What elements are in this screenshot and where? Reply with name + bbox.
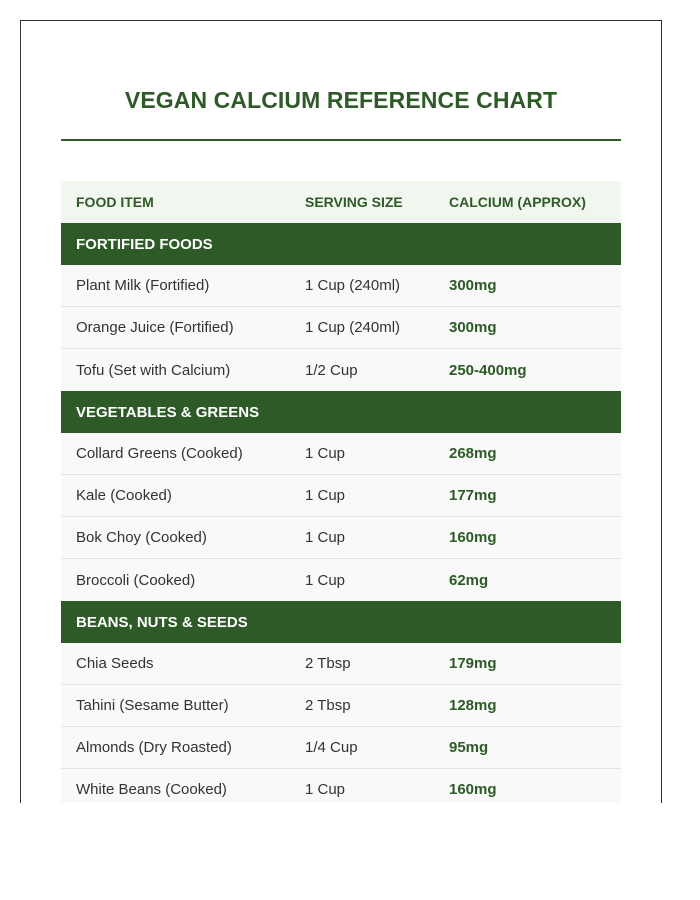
serving-size: 2 Tbsp: [305, 655, 351, 672]
calcium-table: [61, 181, 621, 803]
food-name: Bok Choy (Cooked): [76, 529, 207, 546]
serving-size: 1 Cup (240ml): [305, 277, 401, 294]
calcium-amount: 95mg: [449, 739, 489, 756]
food-name: Chia Seeds: [76, 655, 154, 672]
column-header-calcium: CALCIUM (APPROX): [449, 194, 586, 210]
serving-size: 1 Cup: [305, 781, 346, 798]
calcium-amount: 177mg: [449, 487, 497, 504]
serving-size: 1 Cup: [305, 571, 346, 589]
calcium-amount: 62mg: [449, 571, 489, 589]
category-row-vegetables-greens: [61, 391, 621, 433]
food-name: Tahini (Sesame Butter): [76, 697, 229, 714]
category-label: BEANS, NUTS & SEEDS: [76, 613, 248, 631]
calcium-amount: 179mg: [449, 655, 497, 672]
serving-size: 1 Cup: [305, 445, 346, 462]
table-row: [61, 643, 621, 685]
document-page: [20, 20, 662, 803]
calcium-amount: 160mg: [449, 529, 497, 546]
table-row: [61, 769, 621, 803]
table-row: [61, 517, 621, 559]
category-row-fortified-foods: [61, 223, 621, 265]
page-title: VEGAN CALCIUM REFERENCE CHART: [124, 87, 558, 113]
serving-size: 1/4 Cup: [305, 739, 358, 756]
table-row: [61, 265, 621, 307]
food-name: Almonds (Dry Roasted): [76, 739, 232, 756]
table-row: [61, 727, 621, 769]
calcium-amount: 300mg: [449, 277, 497, 294]
food-name: Kale (Cooked): [76, 487, 172, 504]
table-row: [61, 349, 621, 391]
table-row: [61, 559, 621, 601]
table-row: [61, 433, 621, 475]
calcium-amount: 160mg: [449, 781, 497, 798]
calcium-amount: 128mg: [449, 697, 497, 714]
serving-size: 1 Cup: [305, 487, 346, 504]
title-divider: [61, 139, 621, 141]
serving-size: 1 Cup (240ml): [305, 319, 401, 336]
serving-size: 2 Tbsp: [305, 697, 351, 714]
table-row: [61, 475, 621, 517]
food-name: Plant Milk (Fortified): [76, 277, 210, 294]
column-header-serving: SERVING SIZE: [305, 194, 403, 210]
calcium-amount: 250-400mg: [449, 361, 527, 379]
category-row-beans-nuts-seeds: [61, 601, 621, 643]
calcium-amount: 268mg: [449, 445, 497, 462]
food-name: Tofu (Set with Calcium): [76, 361, 231, 379]
table-header-row: [61, 181, 621, 223]
calcium-amount: 300mg: [449, 319, 497, 336]
category-label: FORTIFIED FOODS: [76, 235, 213, 253]
table-row: [61, 307, 621, 349]
food-name: Collard Greens (Cooked): [76, 445, 243, 462]
serving-size: 1/2 Cup: [305, 361, 358, 379]
column-header-food: FOOD ITEM: [76, 194, 154, 210]
table-row: [61, 685, 621, 727]
food-name: White Beans (Cooked): [76, 781, 227, 798]
food-name: Orange Juice (Fortified): [76, 319, 234, 336]
food-name: Broccoli (Cooked): [76, 571, 196, 589]
serving-size: 1 Cup: [305, 529, 346, 546]
category-label: VEGETABLES & GREENS: [76, 403, 260, 421]
